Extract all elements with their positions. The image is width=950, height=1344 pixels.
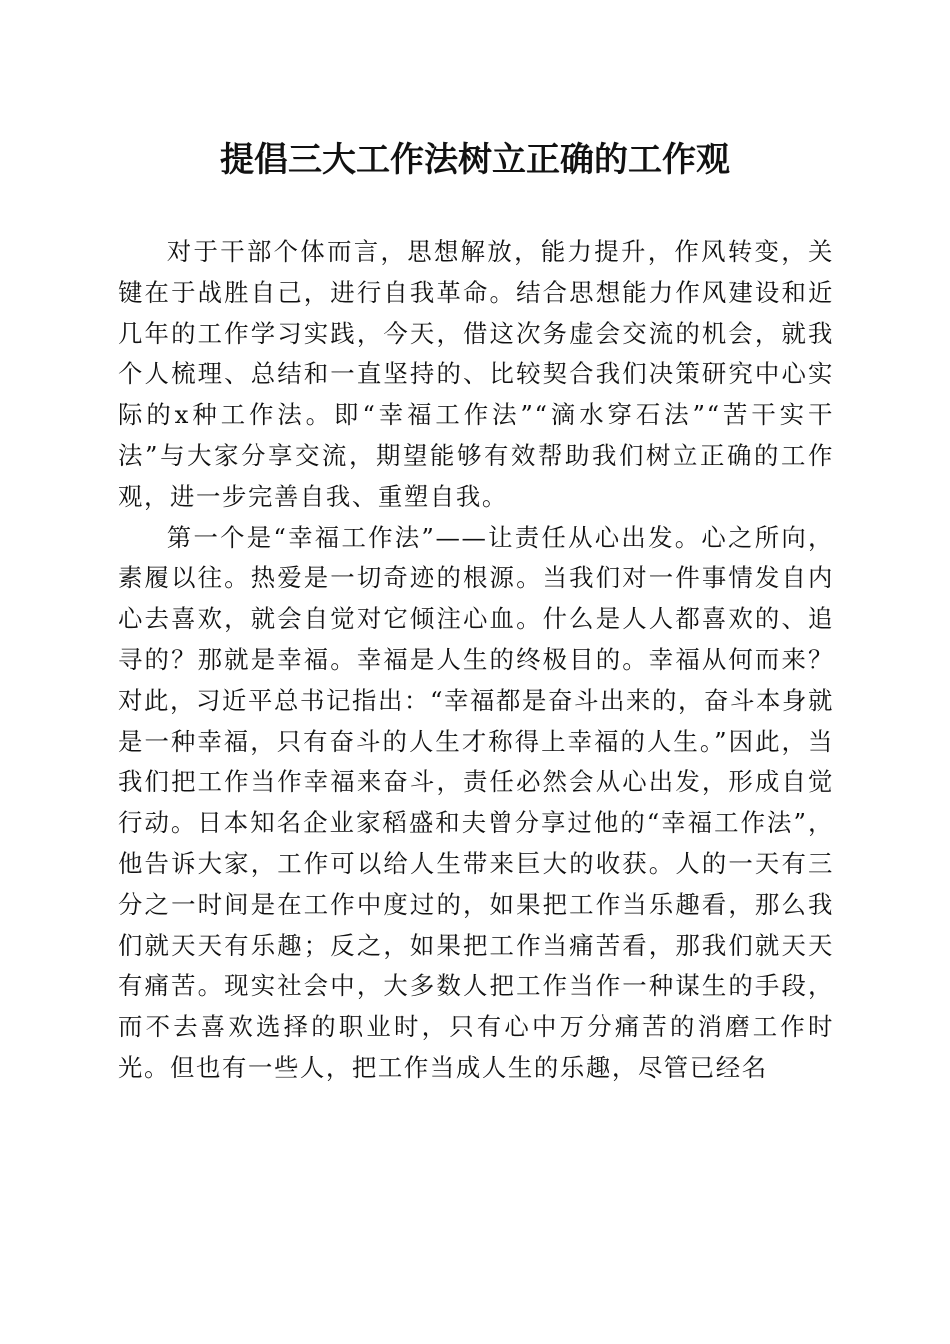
paragraph-happiness-method: 第一个是“幸福工作法”——让责任从心出发。心之所向，素履以往。热爱是一切奇迹的根源。当我们对一件事情发自内心去喜欢，就会自觉对它倾注心血。什么是人人都喜欢的、追寻的？那就是幸福。幸福是人生的终极目的。幸福从何而来？对此，习近平总书记指出：“幸福都是奋斗出来的，奋斗本身就是一种幸福，只有奋斗的人生才称得上幸福的人生。”因此，当我们把工作当作幸福来奋斗，责任必然会从心出发，形成自觉行动。日本知名企业家稻盛和夫曾分享过他的“幸福工作法”，他告诉大家，工作可以给人生带来巨大的收获。人的一天有三分之一时间是在工作中度过的，如果把工作当乐趣看，那么我们就天天有乐趣；反之，如果把工作当痛苦看，那我们就天天有痛苦。现实社会中，大多数人把工作当作一种谋生的手段，而不去喜欢选择的职业时，只有心中万分痛苦的消磨工作时光。但也有一些人，把工作当成人生的乐趣，尽管已经名 bbox=[118, 522, 834, 1082]
paragraph-intro: 对于干部个体而言，思想解放，能力提升，作风转变，关键在于战胜自己，进行自我革命。结合思想能力作风建设和近几年的工作学习实践，今天，借这次务虚会交流的机会，就我个人梳理、总结和一直坚持的、比较契合我们决策研究中心实际的x种工作法。即“幸福工作法”“滴水穿石法”“苦干实干法”与大家分享交流，期望能够有效帮助我们树立正确的工作观，进一步完善自我、重塑自我。 bbox=[118, 237, 834, 511]
document-title: 提倡三大工作法树立正确的工作观 bbox=[220, 140, 730, 180]
document-body bbox=[118, 232, 834, 1089]
